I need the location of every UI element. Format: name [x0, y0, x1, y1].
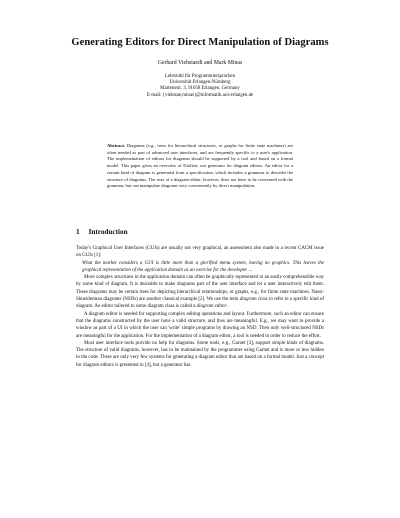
text-run: More complex structures in the application domain can often be graphically represented in an easily comprehensible way by some kind of diagram. It is desirable to make diagrams part of the user interface and let a user interactively edit them. These diagrams may be certain trees for depicting hierarchical relationships, or graphs, e.g., for finite state machines. Nassi-Shneiderman diagrams (NSDs) are another classical example [2]. We use the term — [76, 275, 324, 303]
affiliation-line: Martensstr. 3, 91058 Erlangen, Germany — [160, 86, 240, 92]
term-diagram-class: diagram class — [239, 297, 268, 303]
paragraph: A diagram editor is needed for supporting complex editing operations and layout. Furthermore, such an editor can ensure that the diagrams constructed by the user have a valid structure, and thus are meaningful. E.g., we may want to provide a window as part of a UI in which the user can 'write' simple programs by drawing an NSD. Then only well-structured NSDs are meaningful for the application. For the implementation of a diagram editor, a tool is needed in order to reduce the effort. — [76, 311, 324, 339]
body-text — [76, 245, 324, 369]
paragraph: Today's Graphical User Interfaces (GUIs) are usually not very graphical, an assessment also made in a recent CACM issue on GUIs [1]: — [76, 246, 324, 259]
section-number: 1 — [76, 228, 80, 236]
section-title: Introduction — [88, 228, 128, 236]
paragraph — [76, 274, 324, 310]
abstract-text: Diagrams (e.g., trees for hierarchical structures, or graphs for finite state machines) are often needed as part of advanced user interfaces, and are frequently specific to a user's application. The implementation of editors for diagrams should be supported by a tool and based on a formal model. This paper gives an overview of DiaGen, our generator for diagram editors. An editor for a certain kind of diagram is generated from a specification, which includes a grammar to describe the structure of diagrams. The user of a diagram editor, however, does not have to be concerned with the grammar, but can manipulate diagrams very conveniently by direct manipulation. — [107, 143, 293, 189]
term-diagram-editor: diagram editor — [196, 304, 227, 310]
quote: What the market considers a GUI is little more than a glorified menu system, having no graphics. This leaves the graphical representation of the application domain as an exercise for the developer. ... — [82, 260, 324, 273]
abstract — [107, 143, 293, 190]
abstract-label: Abstract. — [107, 143, 126, 148]
paper-title: Generating Editors for Direct Manipulation of Diagrams — [71, 37, 329, 48]
paragraph: Most user interface tools provide no help for diagrams. Some tools, e.g., Garnet [3], support simple kinds of diagrams. The structure of valid diagrams, however, has to be maintained by the programmer using Garnet and is more or less hidden in the code. There are only very few systems for generating a diagram editor that are based on a formal model. Just a concept for diagram editors is presented in [4], but a generator has — [76, 340, 324, 368]
text-run: . — [226, 304, 228, 310]
affiliation-line: Universität Erlangen-Nürnberg — [169, 80, 231, 86]
paper-authors: Gerhard Viehstaedt and Mark Minas — [157, 60, 243, 66]
section-heading — [76, 228, 128, 236]
affiliation-block — [0, 74, 400, 99]
text-run: to refer to a specific kind of diagram. An editor tailored to some diagram class is called a — [76, 297, 325, 310]
email-line: E-mail: {viehstae,minas}@informatik.uni-erlangen.de — [146, 92, 254, 98]
affiliation-line: Lehrstuhl für Programmiersprachen — [164, 74, 236, 79]
